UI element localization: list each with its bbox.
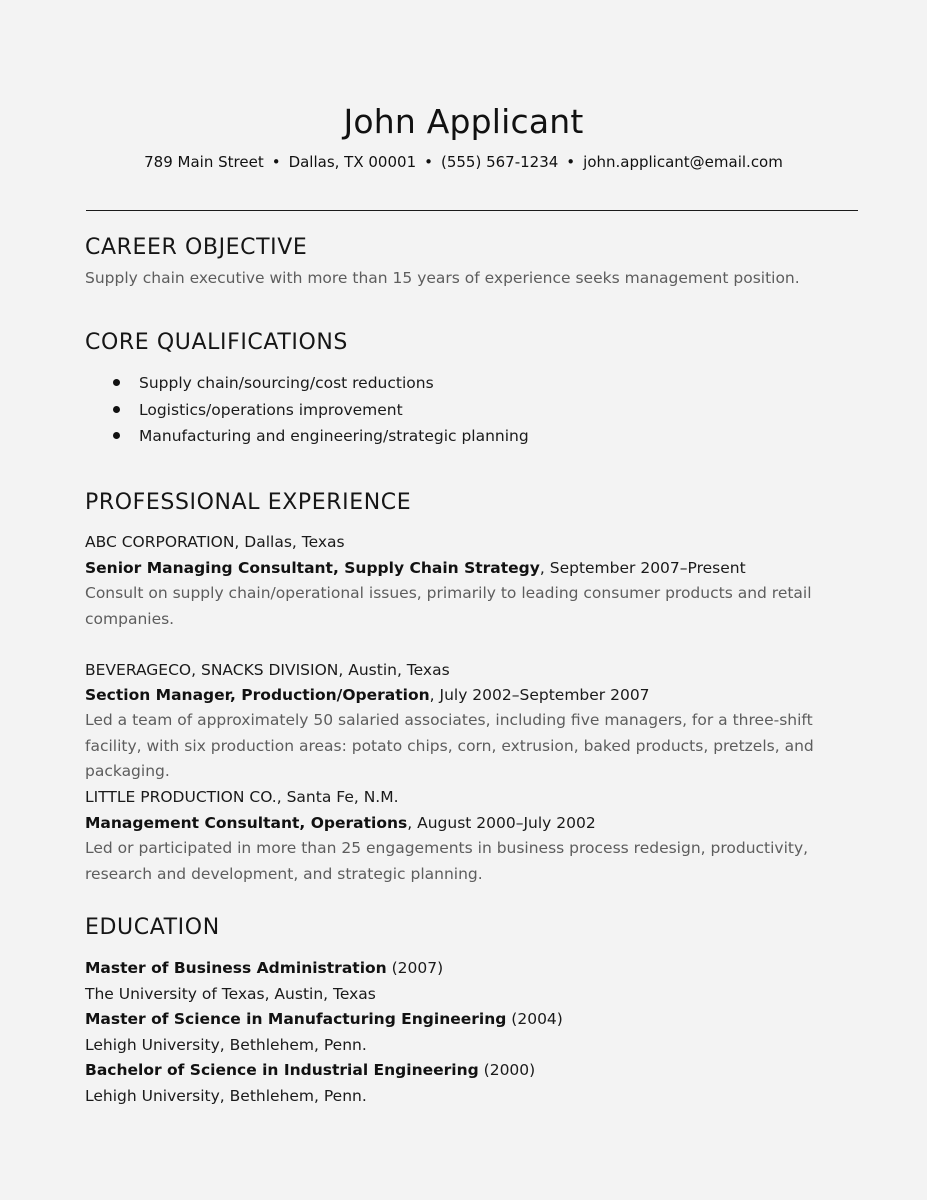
- job-description: Consult on supply chain/operational issues, primarily to leading consumer products and retail companies.: [85, 584, 812, 628]
- professional-experience-heading: PROFESSIONAL EXPERIENCE: [85, 490, 412, 515]
- qualification-text: Supply chain/sourcing/cost reductions: [139, 374, 434, 392]
- job-role: Section Manager, Production/Operation: [85, 686, 430, 704]
- contact-address: 789 Main Street: [144, 153, 264, 171]
- qualification-text: Logistics/operations improvement: [139, 400, 403, 419]
- list-item: [0, 423, 529, 450]
- list-item: [0, 397, 529, 424]
- list-item: [0, 370, 529, 397]
- contact-line: [0, 152, 927, 172]
- job-title-line: [85, 682, 650, 708]
- career-objective-text: Supply chain executive with more than 15 years of experience seeks management position.: [85, 269, 800, 287]
- job-description: Led or participated in more than 25 engagements in business process redesign, productivity, research and development, and strategic planning.: [85, 839, 809, 883]
- job-description: Led a team of approximately 50 salaried associates, including five managers, for a three-shift facility, with six production areas: potato chips, corn, extrusion, baked products, pretzels, and packaging.: [85, 711, 814, 780]
- job-title-line: [85, 555, 746, 581]
- degree-year: (2007): [386, 959, 444, 977]
- degree-year: (2000): [478, 1061, 536, 1079]
- degree-school: Lehigh University, Bethlehem, Penn.: [85, 1036, 367, 1054]
- job-dates: , July 2002–September 2007: [429, 686, 650, 704]
- job-title-line: [85, 810, 596, 836]
- bullet-icon: [113, 379, 120, 386]
- bullet-icon: [113, 432, 120, 439]
- contact-phone: (555) 567-1234: [440, 153, 559, 171]
- contact-separator: •: [424, 153, 433, 171]
- degree-line: [85, 1057, 535, 1083]
- contact-city: Dallas, TX 00001: [288, 153, 417, 171]
- bullet-icon: [113, 406, 120, 413]
- qualification-text: Manufacturing and engineering/strategic planning: [139, 427, 529, 445]
- degree-year: (2004): [506, 1010, 563, 1028]
- contact-separator: •: [271, 153, 281, 171]
- job-company: ABC CORPORATION, Dallas, Texas: [85, 533, 345, 551]
- degree-line: [85, 955, 443, 981]
- degree-school: The University of Texas, Austin, Texas: [85, 985, 376, 1003]
- degree-name: Master of Science in Manufacturing Engineering: [85, 1010, 507, 1028]
- job-dates: , August 2000–July 2002: [407, 814, 596, 832]
- degree-school: Lehigh University, Bethlehem, Penn.: [85, 1087, 367, 1105]
- job-role: Senior Managing Consultant, Supply Chain Strategy: [85, 559, 540, 577]
- core-qualifications-heading: CORE QUALIFICATIONS: [85, 330, 348, 355]
- contact-email: john.applicant@email.com: [583, 153, 783, 171]
- degree-line: [85, 1006, 563, 1032]
- contact-separator: •: [566, 153, 576, 171]
- job-company: BEVERAGECO, SNACKS DIVISION, Austin, Texas: [85, 661, 450, 679]
- career-objective-heading: CAREER OBJECTIVE: [85, 235, 308, 260]
- job-role: Management Consultant, Operations: [85, 814, 408, 832]
- education-heading: EDUCATION: [85, 915, 220, 940]
- degree-name: Bachelor of Science in Industrial Engineering: [85, 1061, 479, 1079]
- applicant-name: John Applicant: [343, 102, 584, 141]
- job-dates: , September 2007–Present: [539, 559, 746, 577]
- qualifications-list: [0, 370, 529, 450]
- job-company: LITTLE PRODUCTION CO., Santa Fe, N.M.: [85, 788, 399, 806]
- degree-name: Master of Business Administration: [85, 959, 387, 977]
- header-divider: [86, 210, 858, 211]
